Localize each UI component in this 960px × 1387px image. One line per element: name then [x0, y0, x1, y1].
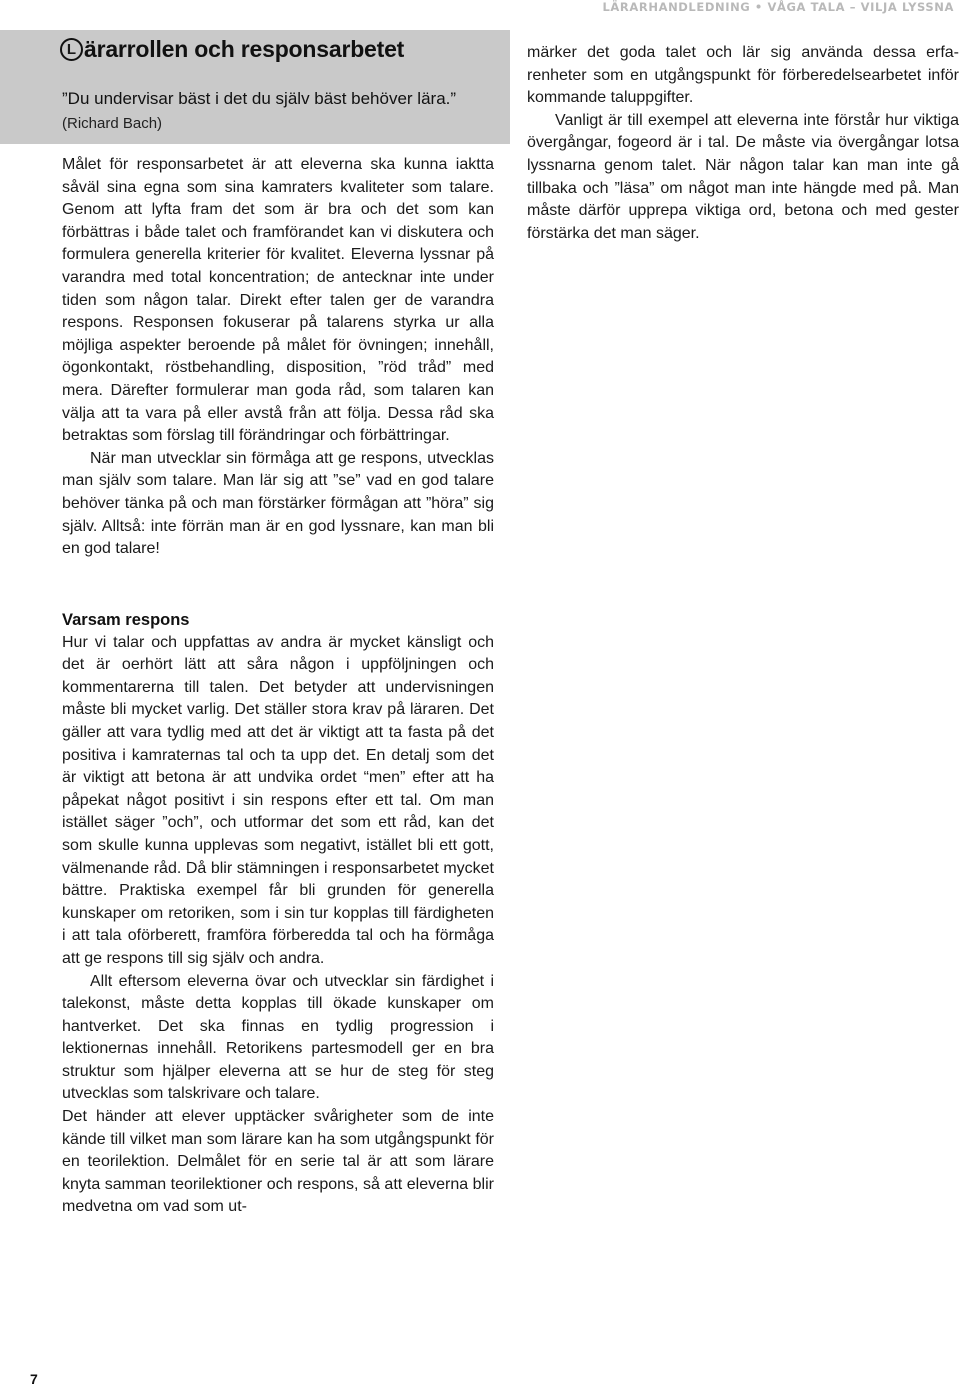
- initial-letter-badge: L: [60, 38, 83, 61]
- section-title-row: [60, 36, 404, 63]
- running-header: LÄRARHANDLEDNING • VÅGA TALA – VILJA LYSSNA: [602, 0, 954, 14]
- varsam-respons-section: [62, 609, 494, 1219]
- body-paragraph: Det händer att elever upptäcker svårigheter som de inte kände till vilket man som lärare kan ha som utgångspunkt för en teorilektion. Delmålet för en serie tal är att som lärare knyta samman teorilektioner och respons, så att eleverna blir medvetna om vad som ut-: [62, 1108, 494, 1216]
- subsection-heading: Varsam respons: [62, 611, 190, 629]
- body-paragraph: Målet för responsarbetet är att eleverna ska kunna iaktta såväl sina egna som sina kamraters kvaliteter som talare. Genom att lyfta fram det som är bra och det som kan förbättras i både talet och framförandet kan vi diskutera och formulera generella kriterier för kvalitet. Eleverna lyssnar på varandra med total koncentration; de antecknar inte under tiden som någon talar. Direkt efter talen ger de varandra respons. Responsen fokuserar på talarens styrka ur alla möjliga aspekter beroende på målet för övningen; innehåll, ögonkontakt, röstbehandling, disposition, ”röd tråd” med mera. Därefter formulerar man goda råd, som talaren kan välja att ta vara på eller avstå från att följa. Dessa råd ska betraktas som förslag till förändringar och förbättringar.: [62, 156, 494, 445]
- section-title: ärarrollen och responsarbetet: [84, 36, 405, 62]
- page-number: 7: [30, 1371, 38, 1387]
- body-paragraph: Allt eftersom eleverna övar och utvecklar sin färdighet i talekonst, måste detta kopplas till ökade kunskaper om hantverket. Det ska finnas en tydlig progression i lektionernas innehåll. Retorikens partesmodell ger en bra struktur som hjälper eleverna att se hur de steg för steg utvecklas som talskrivare och talare.: [62, 972, 494, 1103]
- left-column-intro: [62, 154, 494, 561]
- epigraph-quote: ”Du undervisar bäst i det du själv bäst behöver lära.”: [62, 89, 457, 108]
- epigraph-author: (Richard Bach): [62, 115, 163, 132]
- body-paragraph: Hur vi talar och uppfattas av andra är mycket känsligt och det är oerhört lätt att såra någon i uppföljningen och kommentarerna till talen. Det betyder att undervisningen måste bli mycket varlig. Det ställer stora krav på läraren. Det gäller att vara tydlig med att det är viktigt att ta fasta på det positiva i kamraternas tal och ta upp det. En detalj som det är viktigt att betona är att undvika ordet “men” efter att ha påpekat något positivt i sin respons efter ett tal. Om man istället säger ”och”, och utformar det som ett råd, kan det som skulle kunna upplevas som negativt, istället bli ett gott, välmenande råd. Då blir stämningen i responsarbetet mycket bättre. Praktiska exempel får bli grunden för generella kunskaper om retoriken, som i sin tur kopplas till färdigheten i att tala oförberett, framföra förberedda tal och ha förmåga att ge respons till sig själv och andra.: [62, 633, 494, 967]
- right-column: [527, 42, 959, 245]
- body-paragraph: När man utvecklar sin förmåga att ge respons, utvecklas man själv som talare. Man lär sig att ”se” vad en god talare behöver tänka på och man förstärker förmågan att ”höra” sig själv. Alltså: inte förrän man är en god lyssnare, kan man bli en god talare!: [62, 449, 494, 558]
- body-paragraph: märker det goda talet och lär sig använda dessa erfarenheter som en utgångspunkt för förberedelsearbetet inför kommande taluppgifter.: [527, 44, 959, 107]
- body-paragraph: Vanligt är till exempel att eleverna inte förstår hur viktiga övergångar, fogeord är i tal. De måste via övergångar lotsa lyssnarna genom talet. När någon talar kan man inte gå tillbaka och ”läsa” om något man inte hängde med på. Man måste därför upprepa viktiga ord, betona och med gester förstärka det man säger.: [527, 111, 959, 242]
